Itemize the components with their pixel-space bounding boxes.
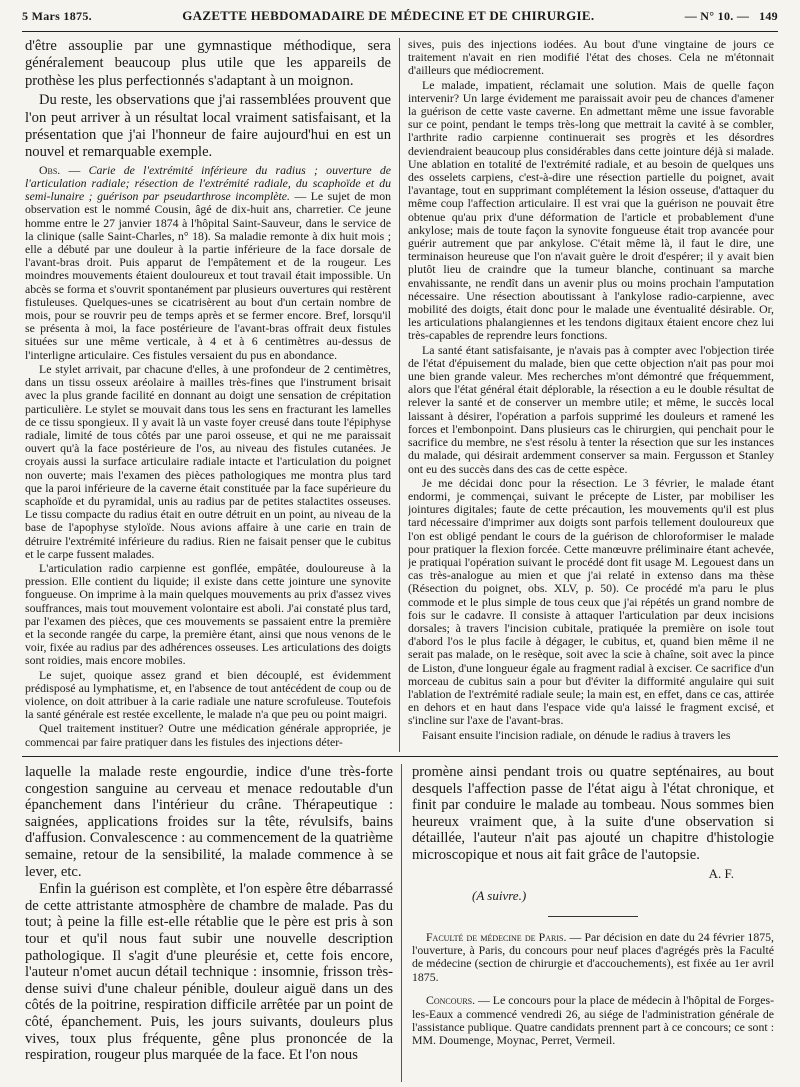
lower-right-column <box>412 764 774 1082</box>
paragraph: L'articulation radio carpienne est gonflée, empâtée, douloureuse à la pression. Elle contient du liquide; il existe dans cette jointure une synovite fongueuse. On imprime à la main quelques mouvements au prix d'assez vives souffrances, mais tout mouvement volontaire est aboli. J'ai constaté plus tard, par l'examen des pièces, que ces mouvements se passaient entre la première et la seconde rangée du carpe, la première étant, ainsi que nous venons de le voir, fixée au radius par des adhérences osseuses. Les articulations des doigts sont roidies, mais encore mobiles. <box>25 560 391 668</box>
news-item <box>412 994 774 1048</box>
issue-number: — N° 10. — <box>684 8 750 23</box>
paragraph: Je me décidai donc pour la résection. Le 3 février, le malade étant endormi, je commençai, suivant le précepte de Lister, par mobiliser les jointures digitales; faute de cette précaution, les mouvements qu'il est plus tard nécessaire d'imprimer aux doigts sont parfois tellement douloureux que l'on est obligé pendant le cours de la guérison de chloroformiser le malade pour pratiquer la flexion forcée. Cette manœuvre préliminaire étant achevée, je pratiquai l'opération suivant le procédé dont fit usage M. Legouest dans un cas très-analogue au mien et que j'ai relaté in extenso dans ma thèse (Résection du poignet, obs. XLV, p. 50). Ce procédé m'a paru le plus commode et le plus simple de tous ceux que j'ai répétés un grand nombre de fois sur le cadavre. Il consiste à attaquer l'articulation par deux incisions dorsales; à travers l'incision cubitale, pratiquée la première on isole tout d'abord l'os le plus facile à dégager, le cubitus, et, quand bien même il ne serait pas malade, on le resèque, soit avec la scie à chaîne, soit avec la pince de Liston, d'une longueur égale au fragment radial à exciser. Ce sacrifice d'un morceau de cubitus sain a pour but d'éviter la difformité angulaire qui suit l'ablation de l'extrémité radiale seule; la main est, en effet, dans ce cas, attirée en dehors et en haut dans l'espace vide qu'a laissé le fragment excisé, et s'incline sur l'axe de l'avant-bras. <box>408 475 774 728</box>
paragraph: Faisant ensuite l'incision radiale, on dénude le radius à travers les <box>422 727 731 742</box>
page-number: 149 <box>759 8 778 23</box>
paragraph: La santé étant satisfaisante, je n'avais pas à compter avec l'objection tirée de l'état d'épuisement du malade, bien que cette objection n'ait pas pour moi une bien grande valeur. Mes recherches m'ont démontré que fréquemment, alors que l'état général était déplorable, la résection a eu le double résultat de relever la santé et de conserver un membre utile; et même, le succès local laissant à désirer, l'opération a parfois supprimé les douleurs et ramené les forces et l'embonpoint. Dans plusieurs cas le chirurgien, qui penchait pour le sacrifice du membre, ne s'est résolu à tenter la résection que sur les instances du malade, qui désirait ardemment conserver sa main. Fergusson et Stanley ont eu des succès dans des cas de cette espèce. <box>408 342 774 476</box>
paragraph: Quel traitement instituer? Outre une médication générale appropriée, je commencai par faire pratiquer dans les fistules des injections déter- <box>25 721 391 749</box>
paragraph: Le malade, impatient, réclamait une solution. Mais de quelle façon intervenir? Un large évidement me paraissait avoir peu de chances d'amener la guérison de cette vaste caverne. En admettant même une issue favorable sur ce point, pendant le temps très-long que mettrait la cavité à se combler, l'arthrite radio carpienne continuerait ses progrès et les désordres deviendraient beaucoup plus considérables dans cette jointure déjà si malade. Une ablation en totalité de l'extrémité radiale, et au besoin de quelques uns des osselets carpiens, c'est-à-dire une résection partielle du poignet, avait l'avantage, tout en supprimant complétement la lésion osseuse, d'attaquer du même coup l'affection articulaire. Il est vrai que la guérison ne pouvait être obtenue qu'au prix d'une déformation de l'article et probablement d'une ankylose; mais de toute façon la synovite fongueuse était trop avancée pour guérir autrement que par ankylose. C'était même là, il faut le dire, une terminaison heureuse que l'on n'avait guère le droit d'espérer; il y avait bien plutôt lieu de craindre que la tumeur blanche, continuant sa marche envahissante, ne rendît dans un avenir plus ou moins prochain l'amputation nécessaire. Une résection aboutissant à l'ankylose radio-carpienne, avec mobilité des doigts, était donc pour le malade une éventualité désirable. Or, les articulations phalangiennes et les tendons digitaux étaient encore chez lui très-capables de reprendre leurs fonctions. <box>408 77 774 343</box>
paragraph: Enfin la guérison est complète, et l'on espère être débarrassé de cette attristante atmosphère de chambre de malade. Pas du tout; à peine la fille est-elle rétablie que le père est pris à son tour et qu'il nous faut subir une nouvelle description pathologique. Il s'agit d'une pleurésie et, cette fois encore, l'auteur n'omet aucun détail technique : insomnie, frisson très-dense suivi d'une chaleur pénible, douleur aiguë dans un des côtés de la poitrine, respiration difficile arrêtée par un point de côté, épanchement. Puis, les jours suivants, douleurs plus vives, toux plus fréquente, gêne plus prononcée de la respiration, rougeur plus marquée de la face. Et l'on nous <box>25 881 393 1064</box>
news-label: Concours. <box>426 993 476 1008</box>
news-item <box>412 931 774 985</box>
paragraph: promène ainsi pendant trois ou quatre septénaires, au bout desquels l'affection passe de l'état aigu à l'état chronique, et finit par conduire le malade au tombeau. Nous sommes bien heureux vraiment que, à la suite d'une observation si détaillée, l'auteur n'ait pas ajouté un chapitre d'histologie microscopique et nous ait fait grâce de l'autopsie. <box>412 764 774 863</box>
upper-left-column <box>25 38 391 750</box>
review-ending <box>412 764 774 864</box>
issue-page <box>685 9 778 24</box>
paragraph: d'être assouplie par une gymnastique méthodique, sera généralement beaucoup plus utile que les appareils de prothèse les plus perfectionnés s'adaptant à un moignon. <box>25 38 391 89</box>
news-section <box>412 931 774 1048</box>
news-text: — Le concours pour la place de médecin à l'hôpital de Forges-les-Eaux a commencé vendredi 26, au siége de l'administration générale de l'assistance publique. Quatre candidats prennent part à ce concours; ce sont : MM. Doumenge, Moynac, Perret, Vermeil. <box>412 993 774 1048</box>
journal-title: GAZETTE HEBDOMADAIRE DE MÉDECINE ET DE CHIRURGIE. <box>182 8 595 23</box>
news-label: Faculté de médecine de Paris. <box>426 929 567 944</box>
author-signature: A. F. <box>708 865 734 881</box>
issue-date: 5 Mars 1875. <box>22 8 92 23</box>
paragraph: Le sujet, quoique assez grand et bien découplé, est évidemment prédisposé au lymphatisme, et, en l'absence de tout antécédent de coup ou de violence, on doit attribuer à la carie radiale une nature scrofuleuse. Toutefois la santé générale est restée excellente, le malade n'a que peu ou point maigri. <box>25 667 391 722</box>
to-be-continued: (A suivre.) <box>472 887 527 903</box>
short-divider <box>548 916 638 917</box>
observation-paragraph <box>25 164 391 362</box>
column-divider <box>401 764 402 1082</box>
header-rule <box>22 31 778 32</box>
observation-title: Carie de l'extrémité inférieure du radius ; ouverture de l'articulation radiale; résection de l'extrémité radiale, du scaphoïde et du semi-lunaire ; guérison par pseudarthrose incomplète. <box>25 162 391 204</box>
observation-label: Obs. — <box>39 162 81 177</box>
column-divider <box>399 38 400 752</box>
observation-text: — Le sujet de mon observation est le nommé Cousin, âgé de dix-huit ans, charretier. Ce jeune homme entre le 27 janvier 1874 à l'hôpital Saint-Sauveur, dans le service de la clinique (salle Saint-Charles, n° 18). Sa maladie remonte à dix huit mois ; elle a débuté par une douleur à la partie inférieure de la face dorsale de l'avant-bras droit. Puis apparut de l'empâtement et de la rougeur. Les moindres mouvements étaient douloureux et tout travail était impossible. Un abcès se forma et s'ouvrit spontanément par plusieurs ouvertures qui restèrent fistuleuses. Quelques-unes se cicatrisèrent au bout d'un certain nombre de mois, pour se rouvrir peu de temps après et se fermer encore. Bref, lorsqu'il se présenta à moi, la face postérieure de l'avant-bras offrait deux fistules situées sur une même verticale, à 4 et à 6 centimètres au-dessus de l'interligne articulaire. Ces fistules versaient du pus en abondance. <box>25 189 391 362</box>
paragraph: sives, puis des injections iodées. Au bout d'une vingtaine de jours ce traitement n'avait en rien modifié l'état des choses. Cela ne m'étonnait d'ailleurs que médiocrement. <box>408 38 774 78</box>
paragraph: laquelle la malade reste engourdie, indice d'une très-forte congestion sanguine au cerveau et menace redoutable d'un épanchement dans l'intérieur du crâne. Thérapeutique : saignées, applications froides sur la tête, révulsifs, bains d'affusion. Convalescence : au commencement de la quatrième semaine, retour de la sensibilité, la malade commence à se lever, etc. <box>25 764 393 880</box>
news-text: — Par décision en date du 24 février 1875, l'ouverture, à Paris, du concours pour neuf places d'agrégés près la Faculté de médecine (section de chirurgie et d'accouchements), est fixée au 1er avril 1875. <box>412 929 774 984</box>
paragraph: Le stylet arrivait, par chacune d'elles, à une profondeur de 2 centimètres, dans un tissu osseux aréolaire à mailles très-fines que l'instrument brisait avec la plus grande facilité en donnant au doigt une sensation de crépitation particulière. Le stylet se mouvait dans tous les sens en fracturant les lamelles de ce tissu spongieux. Il y avait là un vaste foyer creusé dans toute l'épiphyse radiale, limité de tous côtés par une paroi osseuse, et qui ne me paraissait ouvert qu'à la face postérieure de l'os, au niveau des fistules cutanées. Je croyais aussi la surface articulaire radiale intacte et l'articulation du poignet non ouverte; mais l'examen des pièces pathologiques me montra plus tard que la paroi inférieure de la caverne était constituée par la face supérieure du scaphoïde et du pyramidal, unis au radius par de petites stalactites osseuses. Le tissu compacte du radius était en outre détruit en un point, au niveau de la base de l'apophyse styloïde. Nous avions affaire à une carie en train de détruire l'extrémité inférieure du radius. Rien ne faisait penser que le cubitus et le carpe fussent malades. <box>25 361 391 561</box>
lower-left-column <box>25 764 393 1082</box>
upper-right-column <box>408 38 774 750</box>
paragraph: Du reste, les observations que j'ai rassemblées prouvent que l'on peut arriver à un résultat local vraiment satisfaisant, et la présentation que j'ai l'honneur de faire aujourd'hui en est un nouvel et remarquable exemple. <box>25 92 391 161</box>
section-rule <box>22 756 778 757</box>
page-header <box>22 5 778 27</box>
